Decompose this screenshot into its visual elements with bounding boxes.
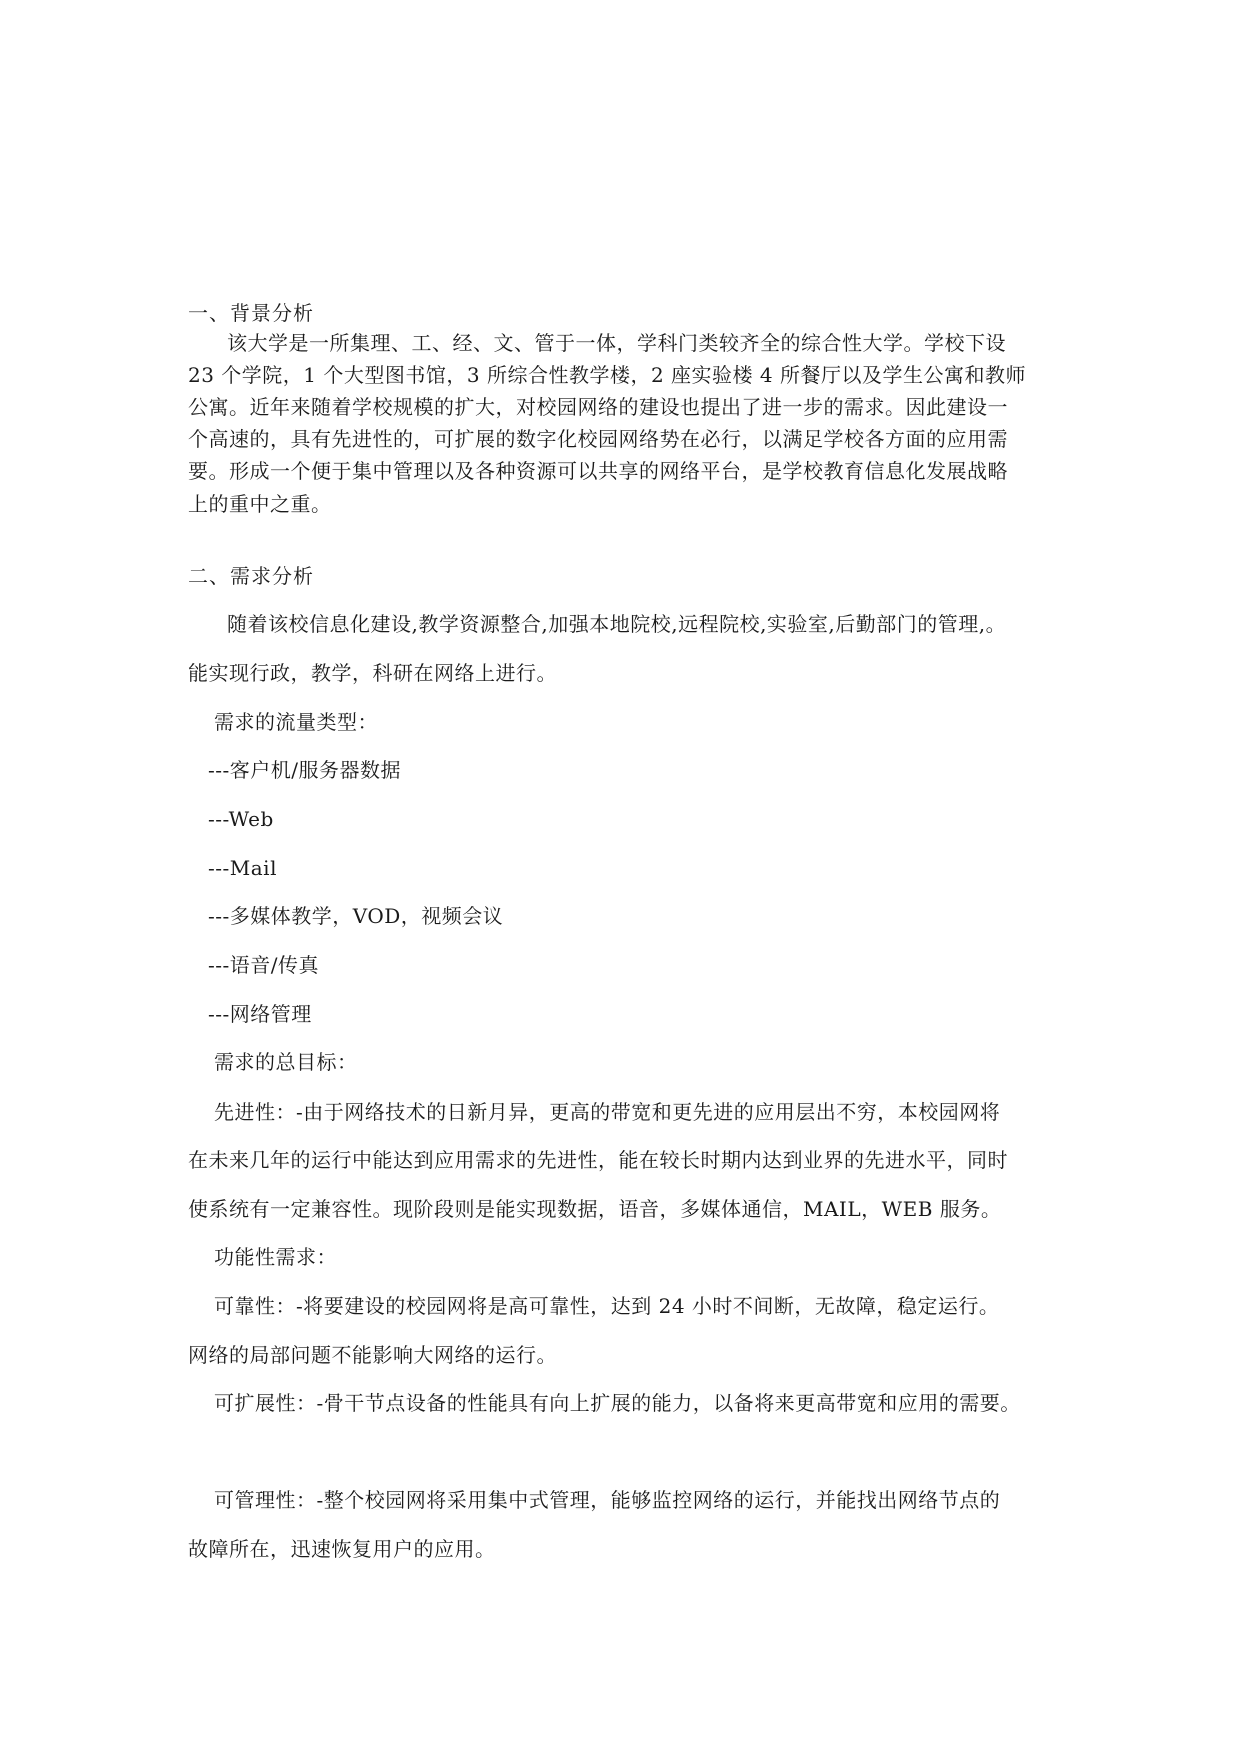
manageability-line-1: 可管理性：-整个校园网将采用集中式管理，能够监控网络的运行，并能找出网络节点的 xyxy=(214,1488,1001,1512)
section1-line-5: 要。形成一个便于集中管理以及各种资源可以共享的网络平台，是学校教育信息化发展战略 xyxy=(188,459,1008,483)
section2-intro-line-1: 随着该校信息化建设,教学资源整合,加强本地院校,远程院校,实验室,后勤部门的管理,。 xyxy=(227,612,1007,636)
section1-line-6: 上的重中之重。 xyxy=(188,492,332,516)
section1-heading: 一、背景分析 xyxy=(188,301,314,325)
advanced-line-1: 先进性：-由于网络技术的日新月异，更高的带宽和更先进的应用层出不穷，本校园网将 xyxy=(214,1100,1001,1124)
traffic-item: ---语音/传真 xyxy=(208,953,320,977)
advanced-line-3: 使系统有一定兼容性。现阶段则是能实现数据，语音，多媒体通信，MAIL，WEB 服务。 xyxy=(188,1197,1002,1221)
section1-line-1: 该大学是一所集理、工、经、文、管于一体，学科门类较齐全的综合性大学。学校下设 xyxy=(227,331,1006,355)
section1-line-2: 23 个学院，1 个大型图书馆，3 所综合性教学楼，2 座实验楼 4 所餐厅以及学生公寓和教师 xyxy=(188,363,1026,387)
traffic-item: ---Web xyxy=(208,807,274,831)
goal-title: 需求的总目标： xyxy=(214,1050,358,1074)
traffic-item: ---多媒体教学，VOD，视频会议 xyxy=(208,904,504,928)
scalability-line: 可扩展性：-骨干节点设备的性能具有向上扩展的能力，以备将来更高带宽和应用的需要。 xyxy=(214,1391,1021,1415)
traffic-item: ---网络管理 xyxy=(208,1002,312,1026)
section1-line-3: 公寓。近年来随着学校规模的扩大，对校园网络的建设也提出了进一步的需求。因此建设一 xyxy=(188,395,1008,419)
functional-title: 功能性需求： xyxy=(214,1245,337,1269)
traffic-item: ---客户机/服务器数据 xyxy=(208,758,402,782)
traffic-item: ---Mail xyxy=(208,856,277,880)
section2-intro-line-2: 能实现行政，教学，科研在网络上进行。 xyxy=(188,661,557,685)
advanced-line-2: 在未来几年的运行中能达到应用需求的先进性，能在较长时期内达到业界的先进水平，同时 xyxy=(188,1148,1008,1172)
manageability-line-2: 故障所在，迅速恢复用户的应用。 xyxy=(188,1537,496,1561)
reliability-line-1: 可靠性：-将要建设的校园网将是高可靠性，达到 24 小时不间断，无故障，稳定运行。 xyxy=(214,1294,1000,1318)
section2-heading: 二、需求分析 xyxy=(188,564,314,588)
section1-line-4: 个高速的，具有先进性的，可扩展的数字化校园网络势在必行，以满足学校各方面的应用需 xyxy=(188,427,1008,451)
traffic-title: 需求的流量类型： xyxy=(214,710,378,734)
reliability-line-2: 网络的局部问题不能影响大网络的运行。 xyxy=(188,1343,557,1367)
